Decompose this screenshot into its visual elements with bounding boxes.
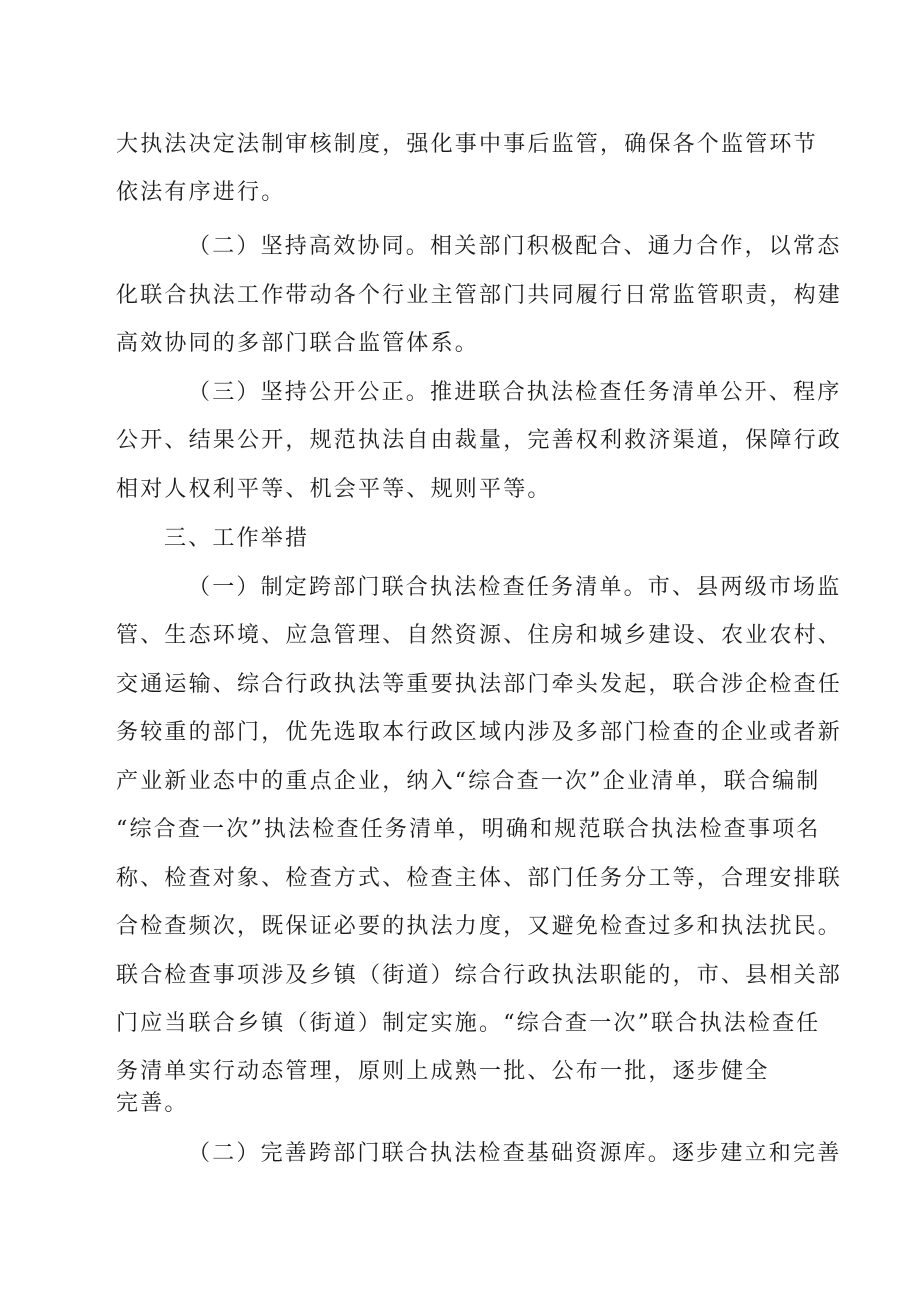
text-line: 公开、结果公开，规范执法自由裁量，完善权利救济渠道，保障行政 (116, 428, 843, 453)
section-heading: 三、工作举措 (164, 526, 310, 551)
text-line: 称、检查对象、检查方式、检查主体、部门任务分工等，合理安排联 (116, 866, 843, 891)
text-line: 大执法决定法制审核制度，强化事中事后监管，确保各个监管环节 (116, 132, 818, 157)
text-line: “综合查一次”执法检查任务清单，明确和规范联合执法检查事项名 (116, 817, 821, 842)
text-line: 门应当联合乡镇（街道）制定实施。“综合查一次”联合执法检查任 (116, 1011, 821, 1036)
paragraph-start: （二）完善跨部门联合执法检查基础资源库。逐步建立和完善 (188, 1141, 842, 1166)
paragraph-start: （三）坚持公开公正。推进联合执法检查任务清单公开、程序 (188, 380, 842, 405)
text-line: 交通运输、综合行政执法等重要执法部门牵头发起，联合涉企检查任 (116, 672, 843, 697)
paragraph-start: （一）制定跨部门联合执法检查任务清单。市、县两级市场监 (188, 575, 842, 600)
text-line: 依法有序进行。 (116, 180, 286, 205)
text-line: 产业新业态中的重点企业，纳入“综合查一次”企业清单，联合编制 (116, 769, 821, 794)
text-line: 务较重的部门，优先选取本行政区域内涉及多部门检查的企业或者新 (116, 720, 843, 745)
text-line: 合检查频次，既保证必要的执法力度，又避免检查过多和执法扰民。 (116, 914, 843, 939)
paragraph-start: （二）坚持高效协同。相关部门积极配合、通力合作，以常态 (188, 234, 842, 259)
text-line: 相对人权利平等、机会平等、规则平等。 (116, 477, 552, 502)
text-line: 务清单实行动态管理，原则上成熟一批、公布一批，逐步健全 (116, 1059, 770, 1084)
text-line: 化联合执法工作带动各个行业主管部门共同履行日常监管职责，构建 (116, 283, 843, 308)
text-line: 管、生态环境、应急管理、自然资源、住房和城乡建设、农业农村、 (116, 623, 843, 648)
text-line: 完善。 (116, 1091, 189, 1116)
text-line: 联合检查事项涉及乡镇（街道）综合行政执法职能的，市、县相关部 (116, 963, 843, 988)
text-line: 高效协同的多部门联合监管体系。 (116, 331, 480, 356)
